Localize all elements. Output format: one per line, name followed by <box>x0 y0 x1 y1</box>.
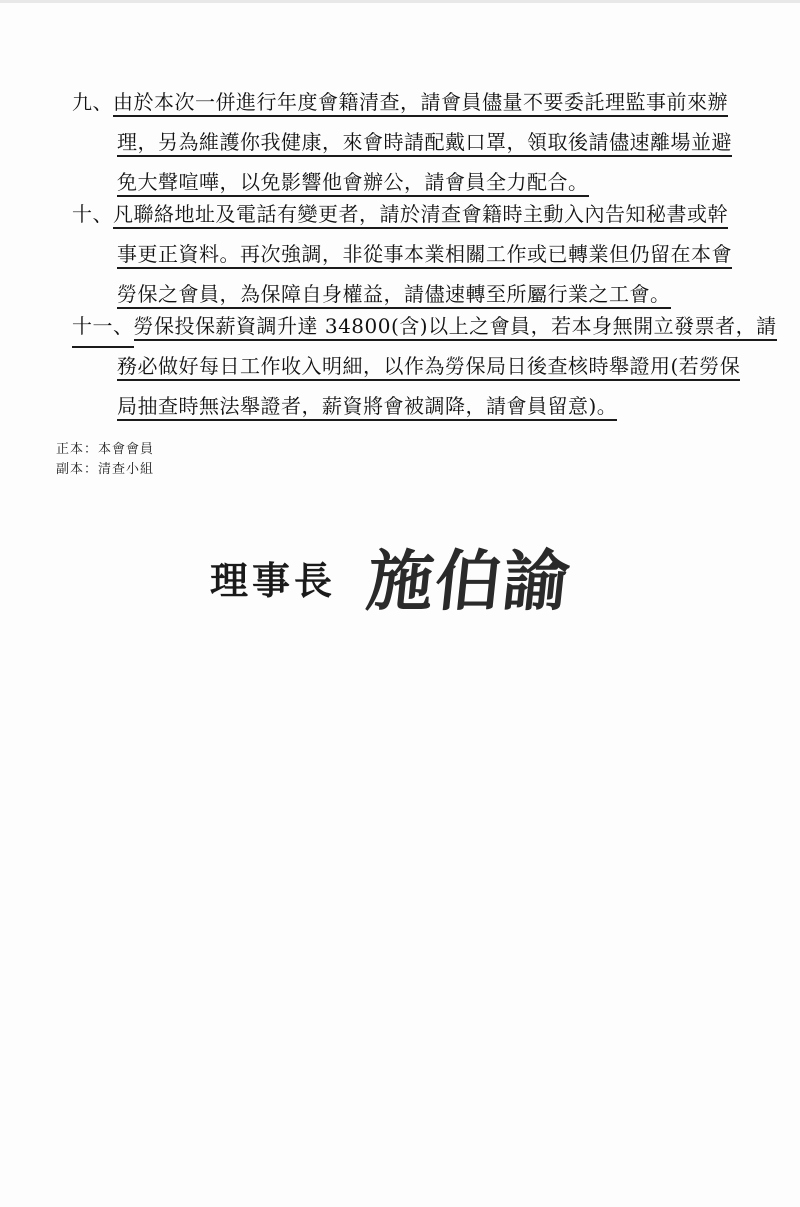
notice-text: 勞保之會員，為保障自身權益，請儘速轉至所屬行業之工會。 <box>117 282 671 309</box>
notice-line <box>117 122 732 162</box>
item-marker: 十、 <box>72 202 113 226</box>
notice-text: 局抽查時無法舉證者，薪資將會被調降，請會員留意)。 <box>117 394 617 421</box>
notice-text: 務必做好每日工作收入明細，以作為勞保局日後查核時舉證用(若勞保 <box>117 354 740 381</box>
notice-text: 凡聯絡地址及電話有變更者，請於清查會籍時主動入內告知秘書或幹 <box>113 202 728 229</box>
notice-line <box>117 234 732 274</box>
distribution-copy: 副本：清查小組 <box>56 462 155 477</box>
signature-name: 施伯諭 <box>363 542 576 620</box>
notice-text: 理，另為維護你我健康，來會時請配戴口罩，領取後請儘速離場並避 <box>117 130 732 157</box>
item-marker: 九、 <box>72 90 113 114</box>
signature-block <box>210 520 610 620</box>
notice-line <box>117 346 740 386</box>
notice-line <box>72 82 728 122</box>
item-marker: 十一、 <box>72 306 134 348</box>
notice-line <box>72 194 728 234</box>
scan-edge <box>0 0 800 3</box>
notice-line <box>117 386 617 426</box>
notice-text: 事更正資料。再次強調，非從事本業相關工作或已轉業但仍留在本會 <box>117 242 732 269</box>
notice-text: 免大聲喧嘩，以免影響他會辦公，請會員全力配合。 <box>117 170 589 197</box>
notice-text: 由於本次一併進行年度會籍清查，請會員儘量不要委託理監事前來辦 <box>113 90 728 117</box>
signature-title: 理事長 <box>210 558 337 603</box>
distribution-original: 正本：本會會員 <box>56 442 155 457</box>
notice-text: 勞保投保薪資調升達 34800(含)以上之會員，若本身無開立發票者，請 <box>134 314 777 341</box>
notice-line <box>72 306 777 346</box>
